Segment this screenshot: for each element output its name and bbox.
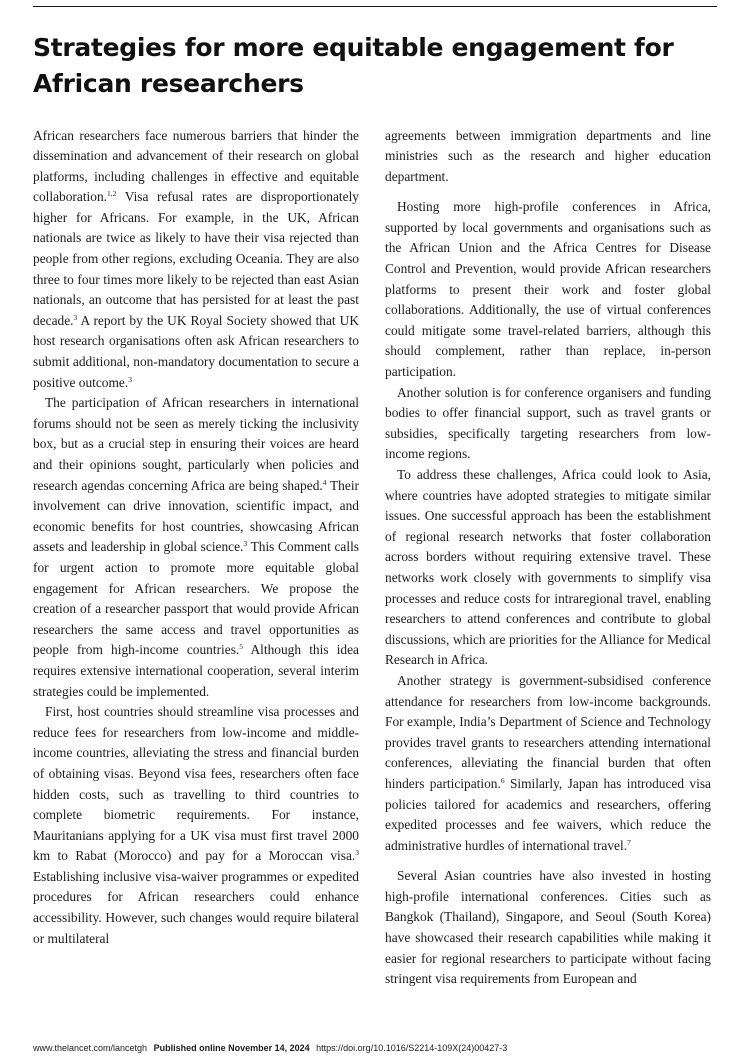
paragraph: Another strategy is government-subsidised conference attendance for researchers from low-income backgrounds. For example, India’s Department of Science and Technology provides travel grants to researchers attending international conferences, alleviating the financial burden that often hinders participation.$^6$ Similarly, Japan has introduced visa policies tailored for academics and researchers, offering expedited processes and fee waivers, which reduce the administrative hurdles of international travel.$^7$ [385, 672, 711, 853]
citation-ref[interactable]: 1,2 [107, 189, 117, 199]
citation-ref[interactable]: 3 [243, 539, 248, 549]
citation-ref[interactable]: 3 [128, 374, 132, 384]
paragraph: Several Asian countries have also invested in hosting high-profile international conferences. Cities such as Bangkok (Thailand), Singapore, and Seoul (South Korea) have showcased their research capabilities while making it easier for regional researchers to participate without facing stringent visa requirements from European and [385, 868, 711, 987]
paragraph: The participation of African researchers in international forums should not be seen as merely ticking the inclusivity box, but as a crucial step in ensuring their voices are heard and their opinions sought, particularly when policies and research agendas concerning Africa are being shaped.$^4$ Their involvement can drive innovation, scientific impact, and economic benefits for host countries, showcasing African assets and leadership in global science.$^3$ This Comment calls for urgent action to promote more equitable global engagement for African researchers. We propose the creation of a researcher passport that would provide African researchers the same access and travel opportunities as people from high-income countries.$^5$ Although this idea requires extensive international cooperation, several interim strategies could be implemented. [33, 395, 359, 699]
paragraph: To address these challenges, Africa could look to Asia, where countries have adopted strategies to mitigate similar issues. One successful approach has been the establishment of regional research networks that foster collaboration across borders without requiring extensive travel. These networks work closely with governments to simplify visa processes and reduce costs for intraregional travel, enabling researchers to attend conferences and contribute to global discussions, which are priorities for the Alliance for Medical Research in Africa. [385, 467, 711, 668]
citation-ref[interactable]: 3 [355, 848, 359, 858]
citation-ref[interactable]: 7 [627, 837, 631, 847]
page-footer [33, 1042, 717, 1054]
paragraph: African researchers face numerous barriers that hinder the dissemination and advancement of their research on global platforms, including challenges in effective and equitable collaboration.$^{1,2}$ Visa refusal rates are disproportionately higher for Africans. For example, in the UK, African nationals are twice as likely to have their visa rejected than people from other regions, excluding Oceania. They are also three to four times more likely to be rejected than east Asian nationals, an outcome that has persisted for at least the past decade.$^3$ A report by the UK Royal Society showed that UK host research organisations often ask African researchers to submit additional, non-mandatory documentation to secure a positive outcome.$^3$ [33, 127, 359, 390]
citation-ref[interactable]: 4 [322, 477, 327, 487]
paragraph: First, host countries should streamline visa processes and reduce fees for researchers from low-income and middle-income countries, alleviating the stress and financial burden of obtaining visas. Beyond visa fees, researchers often face hidden costs, such as travelling to third countries to complete biometric requirements. For instance, Mauritanians applying for a UK visa must first travel 2000 km to Rabat (Morocco) and pay for a Moroccan visa.$^3$ Establishing inclusive visa-waiver programmes or expedited procedures for African researchers could enhance accessibility. However, such changes would require bilateral or multilateral [33, 704, 359, 946]
left-column [33, 126, 359, 950]
paragraph: Another solution is for conference organisers and funding bodies to offer financial support, such as travel grants or subsidies, specifically targeting researchers from low-income regions. [385, 384, 711, 462]
right-column [385, 126, 711, 990]
journal-url-link[interactable]: www.thelancet.com/lancetgh [33, 1043, 148, 1053]
paragraph: agreements between immigration departments and line ministries such as the research and higher education department. [385, 127, 711, 184]
paragraph: Hosting more high-profile conferences in Africa, supported by local governments and organisations such as the African Union and the Africa Centres for Disease Control and Prevention, would provide African researchers platforms to present their work and foster global collaborations. Additionally, the use of virtual conferences could mitigate some travel-related barriers, although this should complement, rather than replace, in-person participation. [385, 199, 711, 380]
citation-ref[interactable]: 3 [73, 312, 78, 322]
article-title: Strategies for more equitable engagement for African researchers [33, 33, 674, 98]
top-rule [33, 6, 717, 7]
citation-ref[interactable]: 5 [239, 642, 244, 652]
doi-link[interactable]: https://doi.org/10.1016/S2214-109X(24)00427-3 [316, 1043, 508, 1053]
publication-date: Published online November 14, 2024 [153, 1043, 310, 1053]
citation-ref[interactable]: 6 [500, 775, 505, 785]
